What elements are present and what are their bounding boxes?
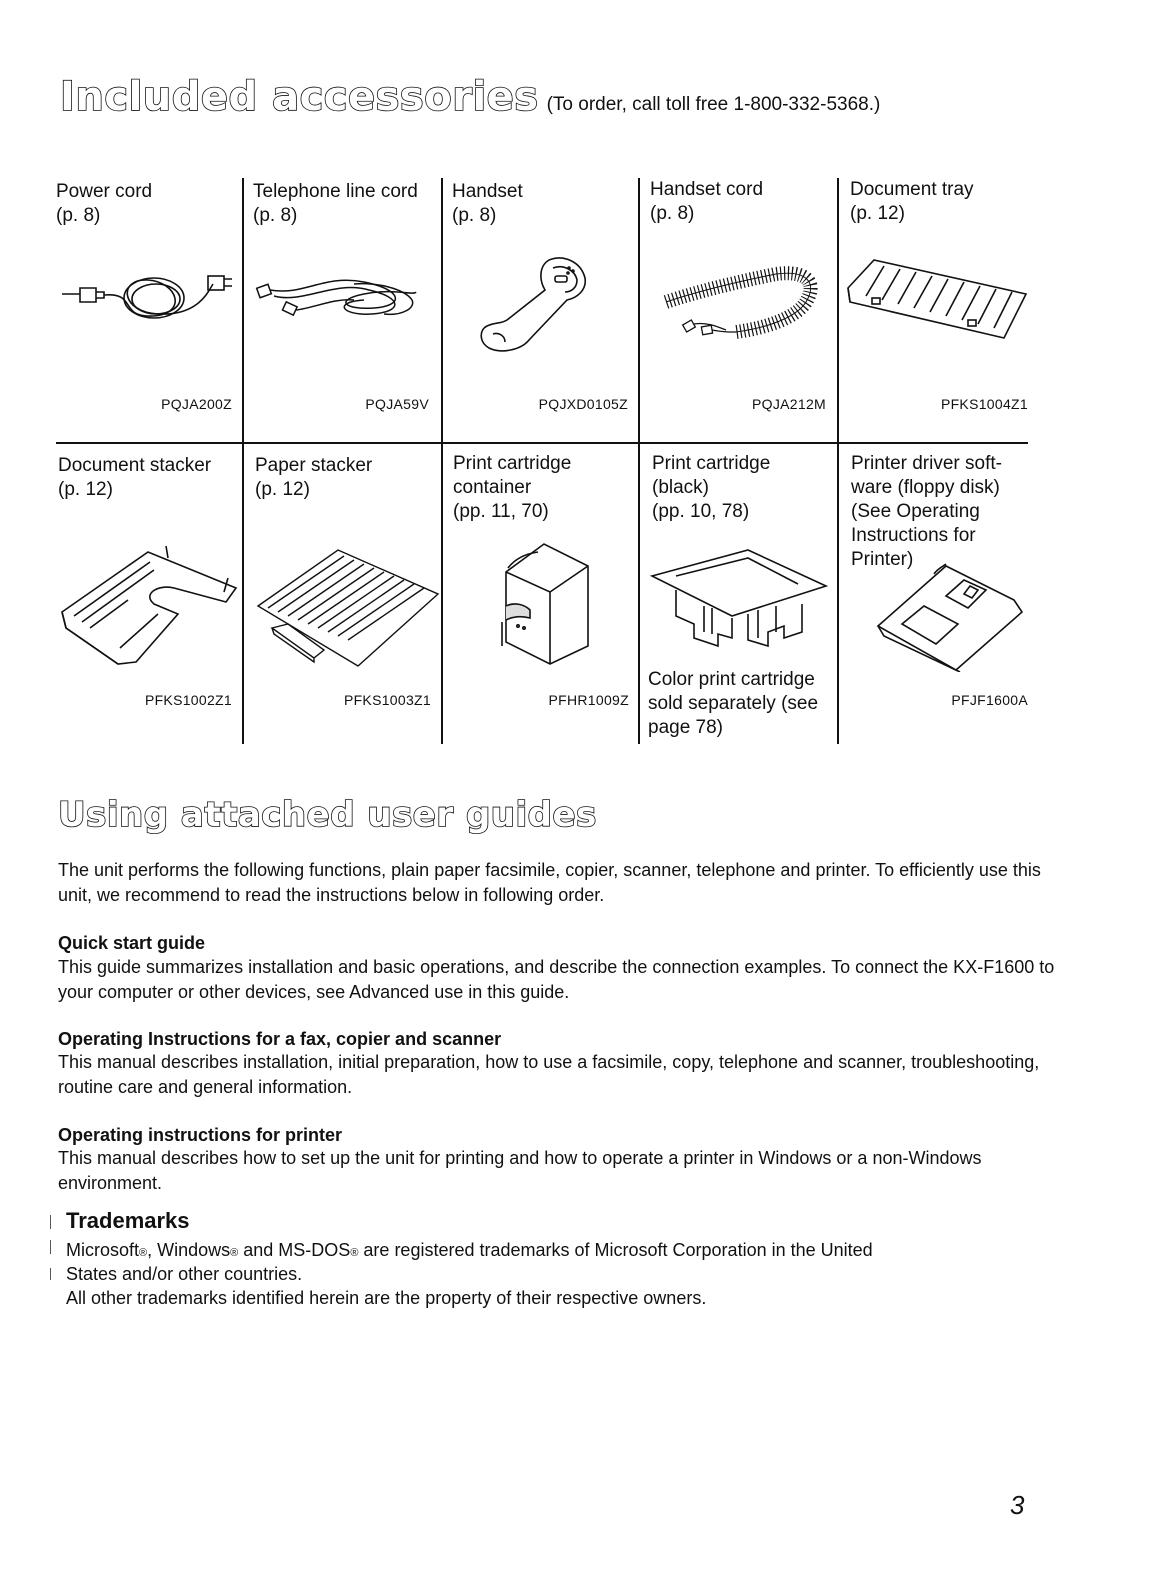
registered-mark: ®	[230, 1247, 239, 1259]
accessory-page-ref: (p. 12)	[255, 479, 310, 500]
accessory-name: Telephone line cord	[253, 181, 418, 202]
section-body: This guide summarizes installation and basic operations, and describe the connection examples. To connect the KX-F1600 to your computer or other devices, see Advanced use in this guide.	[58, 957, 1055, 1002]
section-body: This manual describes installation, initial preparation, how to use a facsimile, copy, telephone and scanner, troubleshooting, routine care and general information.	[58, 1052, 1040, 1097]
accessory-part-number: PFJF1600A	[951, 692, 1028, 708]
registered-mark: ®	[350, 1247, 359, 1259]
accessory-print-cartridge-container	[453, 452, 645, 524]
accessory-handset-cord	[650, 178, 842, 226]
accessory-name: Paper stacker	[255, 455, 373, 476]
accessory-page-ref: (p. 12)	[58, 479, 113, 500]
trademarks-line: All other trademarks identified herein are the property of their respective owners.	[66, 1288, 707, 1308]
document-tray-icon	[844, 254, 1030, 346]
accessory-print-cartridge-black	[652, 452, 844, 524]
accessory-name: Document tray	[850, 179, 974, 200]
accessory-part-number: PFHR1009Z	[548, 692, 629, 708]
accessory-document-stacker	[58, 454, 250, 502]
accessory-telephone-line-cord	[253, 180, 445, 228]
margin-mark	[50, 1215, 51, 1229]
accessory-part-number: PFKS1002Z1	[144, 692, 232, 708]
document-stacker-icon	[58, 544, 240, 670]
accessory-part-number: PQJA200Z	[161, 396, 232, 412]
accessory-page-ref: (p. 8)	[452, 205, 497, 226]
accessory-paper-stacker	[255, 454, 447, 502]
accessory-name: Document stacker	[58, 455, 212, 476]
power-cord-icon	[58, 262, 236, 332]
accessories-title-text: Included accessories	[60, 74, 539, 120]
trademark-text: and MS-DOS	[238, 1240, 351, 1260]
section-heading: Operating Instructions for a fax, copier and scanner	[58, 1029, 502, 1049]
margin-mark	[50, 1268, 51, 1280]
accessory-name: Power cord	[56, 181, 153, 202]
accessory-page-ref: (p. 12)	[850, 203, 905, 224]
accessory-part-number: PFKS1003Z1	[343, 692, 431, 708]
accessories-title	[60, 72, 880, 130]
accessory-part-number: PQJXD0105Z	[538, 396, 628, 412]
color-cartridge-note: Color print cartridge sold separately (see page 78)	[648, 669, 819, 738]
accessory-power-cord	[56, 180, 248, 228]
telephone-line-cord-icon	[254, 260, 432, 332]
trademark-text: are registered trademarks of Microsoft Corporation in the United	[358, 1240, 873, 1260]
accessory-part-number: PQJA212M	[752, 396, 826, 412]
margin-mark	[50, 1240, 51, 1254]
section-heading: Operating instructions for printer	[58, 1125, 343, 1145]
accessories-table	[44, 172, 1034, 744]
print-cartridge-icon	[648, 546, 830, 650]
section-heading: Quick start guide	[58, 933, 206, 953]
row-divider	[56, 442, 1028, 444]
accessory-printer-driver-software	[851, 452, 1043, 572]
coiled-cord-icon	[656, 252, 826, 348]
accessory-part-number: PQJA59V	[365, 396, 429, 412]
page-number: 3	[1010, 1490, 1025, 1520]
section-body: This manual describes how to set up the unit for printing and how to operate a printer in Windows or a non-Windows environment.	[58, 1148, 982, 1193]
trademarks-line: States and/or other countries.	[66, 1264, 303, 1284]
guides-intro: The unit performs the following functions, plain paper facsimile, copier, scanner, telephone and printer. To efficiently use this unit, we recommend to read the instructions below in following order.	[58, 860, 1041, 905]
accessory-handset	[452, 180, 644, 228]
order-note: (To order, call toll free 1-800-332-5368.)	[546, 94, 881, 115]
accessory-name: Handset cord	[650, 179, 764, 200]
accessory-name: Printer driver soft- ware (floppy disk) (See Operating Instructions for Printer)	[851, 453, 1002, 570]
paper-stacker-icon	[254, 546, 440, 670]
accessory-page-ref: (pp. 10, 78)	[652, 501, 750, 522]
accessory-page-ref: (pp. 11, 70)	[453, 501, 549, 522]
floppy-disk-icon	[874, 560, 1028, 672]
accessory-page-ref: (p. 8)	[650, 203, 695, 224]
accessory-name: Print cartridge container	[453, 453, 572, 498]
accessory-page-ref: (p. 8)	[253, 205, 298, 226]
cartridge-container-icon	[494, 536, 598, 668]
registered-mark: ®	[139, 1247, 148, 1259]
accessory-name: Handset	[452, 181, 523, 202]
trademark-text: , Windows	[147, 1240, 231, 1260]
guides-title: Using attached user guides	[58, 795, 597, 835]
handset-icon	[469, 250, 599, 360]
accessory-name: Print cartridge (black)	[652, 453, 771, 498]
accessory-document-tray	[850, 178, 1042, 226]
trademarks-title: Trademarks	[66, 1208, 190, 1233]
accessory-part-number: PFKS1004Z1	[940, 396, 1028, 412]
trademark-text: Microsoft	[66, 1240, 140, 1260]
accessory-page-ref: (p. 8)	[56, 205, 101, 226]
